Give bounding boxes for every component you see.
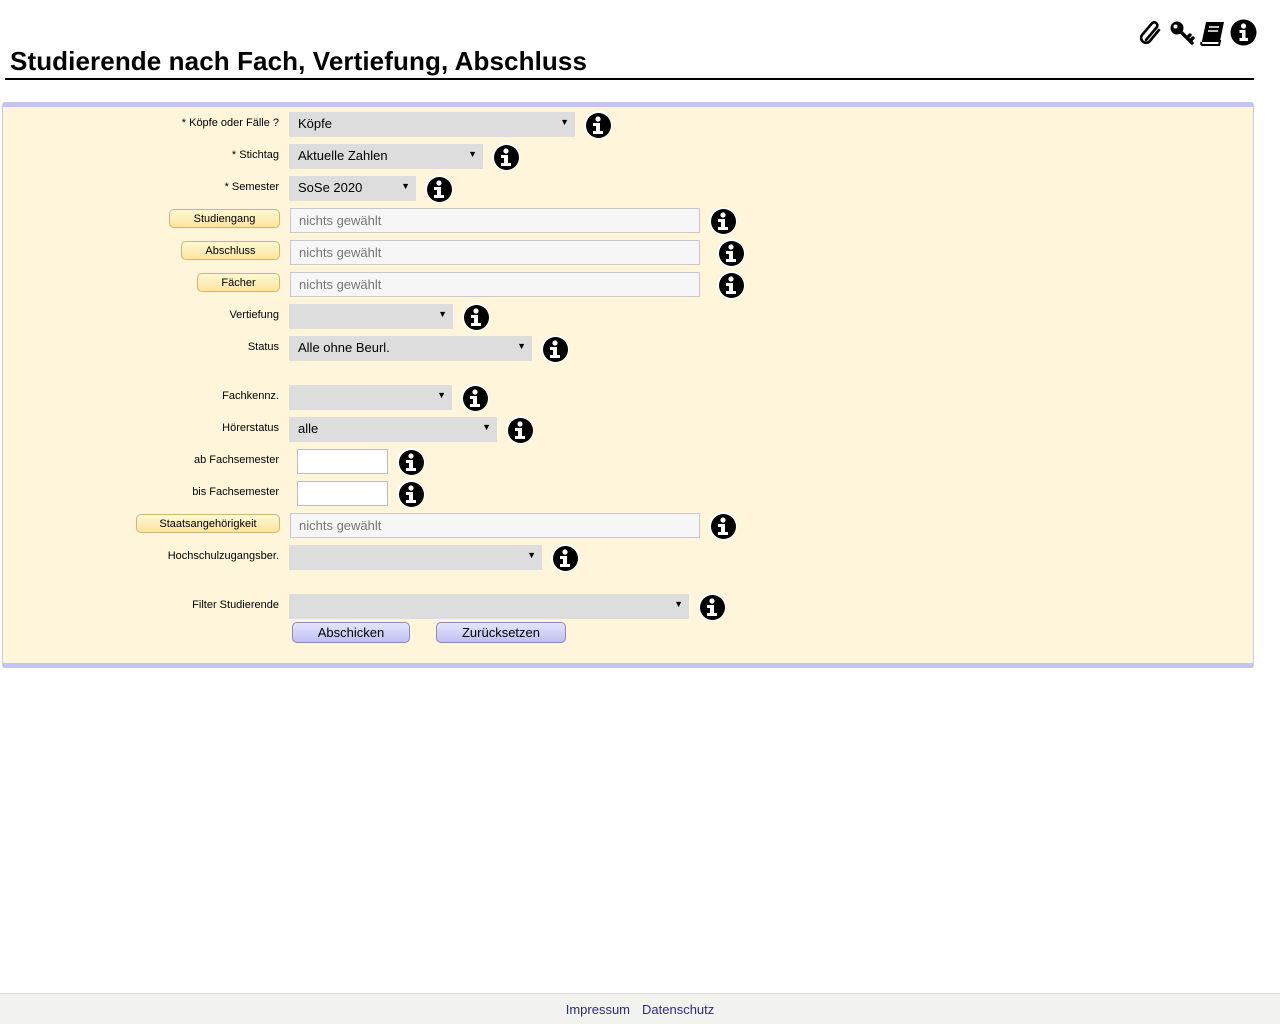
- row-hoererstatus: [3, 415, 1253, 441]
- bis-fachsemester-input[interactable]: [297, 481, 388, 506]
- paperclip-icon[interactable]: [1136, 18, 1165, 47]
- footer: [0, 993, 1280, 1024]
- hoererstatus-select[interactable]: [289, 417, 497, 442]
- row-fachkennz: [3, 383, 1253, 409]
- row-koepfe: [3, 110, 1253, 136]
- info-icon[interactable]: [584, 111, 612, 139]
- impressum-link[interactable]: Impressum: [565, 1001, 631, 1017]
- book-icon[interactable]: [1198, 18, 1227, 47]
- filter-studierende-select[interactable]: [289, 594, 689, 619]
- fachkennz-select[interactable]: [289, 385, 452, 410]
- info-icon[interactable]: [709, 512, 737, 540]
- stichtag-select[interactable]: [289, 144, 483, 169]
- info-icon[interactable]: [397, 448, 425, 476]
- info-icon[interactable]: [425, 175, 453, 203]
- semester-select[interactable]: [289, 176, 416, 201]
- chevron-down-icon: ▼: [438, 309, 447, 319]
- chevron-down-icon: ▼: [527, 550, 536, 560]
- semester-label: * Semester: [224, 181, 279, 193]
- hoererstatus-value: alle: [298, 421, 319, 436]
- stichtag-label: * Stichtag: [231, 149, 279, 161]
- info-icon[interactable]: [506, 416, 534, 444]
- chevron-down-icon: ▼: [401, 181, 410, 191]
- info-icon[interactable]: [709, 207, 737, 235]
- koepfe-select[interactable]: [289, 112, 575, 137]
- info-icon[interactable]: [461, 384, 489, 412]
- info-icon[interactable]: [1229, 18, 1258, 47]
- status-select[interactable]: [289, 336, 532, 361]
- studiengang-picker-button[interactable]: Studiengang: [169, 209, 280, 228]
- title-divider: [5, 78, 1254, 80]
- info-icon[interactable]: [541, 335, 569, 363]
- form-actions: [3, 622, 1253, 648]
- info-icon[interactable]: [492, 143, 520, 171]
- faecher-picker-button[interactable]: Fächer: [197, 273, 280, 292]
- chevron-down-icon: ▼: [482, 422, 491, 432]
- filter-studierende-label: Filter Studierende: [192, 599, 279, 611]
- studiengang-field[interactable]: [290, 208, 700, 233]
- vertiefung-label: Vertiefung: [229, 309, 279, 321]
- vertiefung-select[interactable]: [289, 304, 453, 329]
- info-icon[interactable]: [397, 480, 425, 508]
- abschluss-picker-button[interactable]: Abschluss: [181, 241, 280, 260]
- info-icon[interactable]: [462, 303, 490, 331]
- status-label: Status: [247, 341, 279, 353]
- ab-fachsemester-input[interactable]: [297, 449, 388, 474]
- reset-button[interactable]: Zurücksetzen: [436, 622, 566, 643]
- datenschutz-link[interactable]: Datenschutz: [642, 1001, 715, 1017]
- row-bis-fachsemester: [3, 479, 1253, 505]
- info-icon[interactable]: [717, 271, 745, 299]
- info-icon[interactable]: [551, 544, 579, 572]
- row-ab-fachsemester: [3, 447, 1253, 473]
- chevron-down-icon: ▼: [468, 149, 477, 159]
- ab-fachsemester-label: ab Fachsemester: [194, 454, 279, 466]
- key-icon[interactable]: [1167, 18, 1196, 47]
- row-semester: [3, 174, 1253, 200]
- row-status: [3, 334, 1253, 360]
- info-icon[interactable]: [717, 239, 745, 267]
- query-form: [2, 102, 1254, 668]
- fachkennz-label: Fachkennz.: [222, 390, 279, 402]
- faecher-field[interactable]: [290, 272, 700, 297]
- row-faecher: [3, 270, 1253, 296]
- row-filter-studierende: [3, 592, 1253, 618]
- semester-value: SoSe 2020: [298, 180, 363, 195]
- submit-button[interactable]: Abschicken: [292, 622, 410, 643]
- koepfe-value: Köpfe: [298, 116, 332, 131]
- header-toolbar: [1136, 18, 1258, 47]
- row-abschluss: [3, 238, 1253, 264]
- hoererstatus-label: Hörerstatus: [222, 422, 279, 434]
- chevron-down-icon: ▼: [437, 390, 446, 400]
- staatsangehoerigkeit-field[interactable]: [290, 513, 700, 538]
- row-studiengang: [3, 206, 1253, 232]
- chevron-down-icon: ▼: [674, 599, 683, 609]
- chevron-down-icon: ▼: [517, 341, 526, 351]
- page-title: Studierende nach Fach, Vertiefung, Abschluss: [10, 46, 588, 76]
- info-icon[interactable]: [698, 593, 726, 621]
- row-vertiefung: [3, 302, 1253, 328]
- hochschulzugangsber-select[interactable]: [289, 545, 542, 570]
- bis-fachsemester-label: bis Fachsemester: [192, 486, 279, 498]
- row-staatsangehoerigkeit: [3, 511, 1253, 537]
- stichtag-value: Aktuelle Zahlen: [298, 148, 388, 163]
- row-hochschulzugangsber: [3, 543, 1253, 569]
- abschluss-field[interactable]: [290, 240, 700, 265]
- row-stichtag: [3, 142, 1253, 168]
- chevron-down-icon: ▼: [560, 117, 569, 127]
- status-value: Alle ohne Beurl.: [298, 340, 390, 355]
- hochschulzugangsber-label: Hochschulzugangsber.: [167, 550, 279, 562]
- koepfe-label: * Köpfe oder Fälle ?: [181, 117, 279, 129]
- staatsangehoerigkeit-picker-button[interactable]: Staatsangehörigkeit: [136, 514, 280, 533]
